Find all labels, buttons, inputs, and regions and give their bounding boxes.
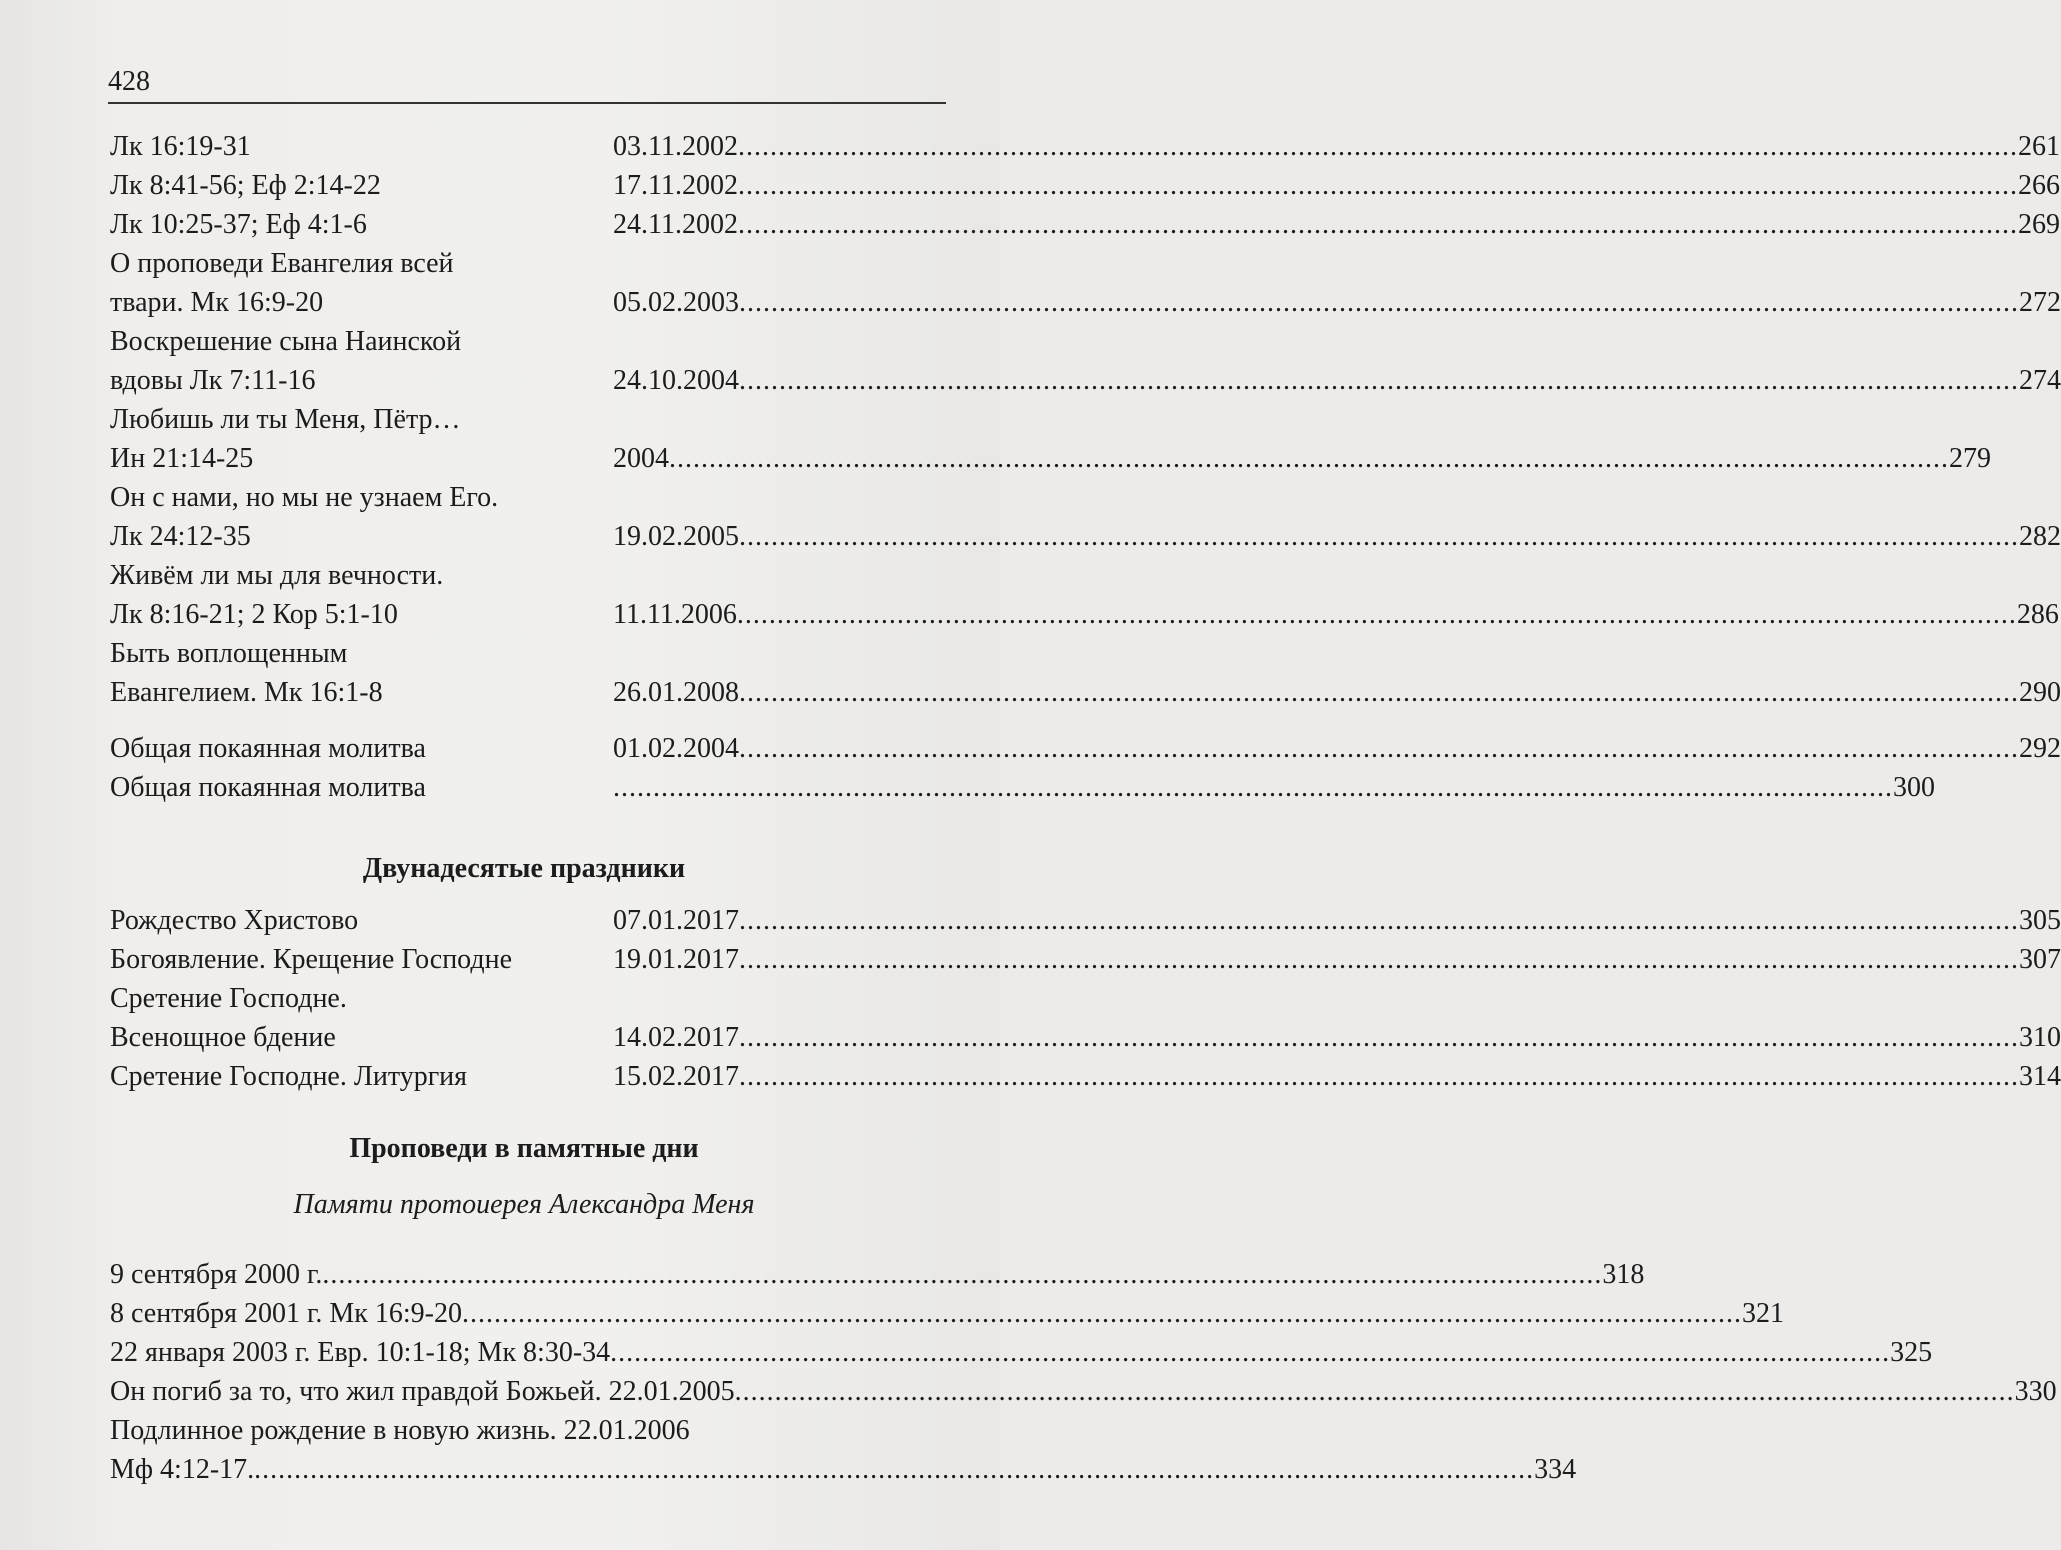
toc-line <box>110 440 1991 478</box>
dot-leader: ................................................................................................................................................................ <box>739 1061 2019 1092</box>
entry-title: Сретение Господне. <box>110 983 347 1014</box>
entry-page-number: 290 <box>2019 677 2061 708</box>
toc-line <box>110 245 938 283</box>
entry-date: 05.02.2003 <box>613 287 739 318</box>
entry-date: 17.11.2002 <box>613 170 738 201</box>
entry-row <box>110 1295 1784 1333</box>
entry-title: Сретение Господне. Литургия <box>110 1061 468 1092</box>
dot-leader: ................................................................................................................................................................ <box>610 1337 1891 1368</box>
dot-leader: ................................................................................................................................................................ <box>739 944 2019 975</box>
entry-title: Живём ли мы для вечности. <box>110 560 444 591</box>
section-heading-feasts: Двунадесятые праздники <box>362 853 686 884</box>
toc-line <box>110 1412 938 1450</box>
entry-page-number: 292 <box>2019 733 2061 764</box>
entry-title: твари. Мк 16:9-20 <box>110 287 324 318</box>
toc-line <box>110 362 2061 400</box>
entry-title: Всенощное бдение <box>110 1022 336 1053</box>
entry-title: Ин 21:14-25 <box>110 443 254 474</box>
toc-line <box>110 1019 2061 1057</box>
entry-title: 22 января 2003 г. Евр. 10:1-18; Мк 8:30-34 <box>110 1337 611 1368</box>
entry-title: Лк 10:25-37; Еф 4:1-6 <box>110 209 367 240</box>
dot-leader: ................................................................................................................................................................ <box>737 209 2018 240</box>
toc-line <box>110 323 938 361</box>
entry-date: 03.11.2002 <box>613 131 738 162</box>
entry-date-page <box>613 674 2061 712</box>
entry-page-number: 266 <box>2017 170 2060 201</box>
dot-leader: ................................................................................................................................................................ <box>739 677 2019 708</box>
dot-leader: ................................................................................................................................................................ <box>254 1454 1535 1485</box>
entry-date-page <box>613 440 1991 478</box>
entry-page-number: 325 <box>1890 1337 1933 1368</box>
entry-page-number: 286 <box>2016 599 2059 630</box>
dot-leader: ................................................................................................................................................................ <box>736 599 2017 630</box>
entry-page-number: 261 <box>2017 131 2060 162</box>
entry-page-number: 269 <box>2017 209 2060 240</box>
entry-title: Воскрешение сына Наинской <box>110 326 462 357</box>
toc-line <box>110 557 938 595</box>
dot-leader: ................................................................................................................................................................ <box>739 521 2019 552</box>
toc-line <box>110 1334 1933 1372</box>
entry-title: Лк 8:16-21; 2 Кор 5:1-10 <box>110 599 398 630</box>
entry-date-page <box>613 1019 2061 1057</box>
entry-date: 14.02.2017 <box>613 1022 739 1053</box>
entry-date-page <box>613 167 2060 205</box>
dot-leader: ................................................................................................................................................................ <box>739 905 2019 936</box>
entry-date-page <box>613 206 2060 244</box>
entry-page-number: 272 <box>2019 287 2061 318</box>
entry-title: Лк 16:19-31 <box>110 131 251 162</box>
entry-page-number: 310 <box>2019 1022 2061 1053</box>
dot-leader: ................................................................................................................................................................ <box>737 170 2018 201</box>
entry-page-number: 282 <box>2019 521 2061 552</box>
entry-date: 2004 <box>613 443 669 474</box>
toc-line <box>110 1373 2057 1411</box>
toc-line <box>110 1451 1577 1489</box>
entry-date: 11.11.2006 <box>613 599 737 630</box>
toc-line <box>110 941 2061 979</box>
dot-leader: ................................................................................................................................................................ <box>322 1259 1603 1290</box>
toc-line <box>110 769 1935 807</box>
entry-date-page <box>613 769 1935 807</box>
entry-title: 8 сентября 2001 г. Мк 16:9-20 <box>110 1298 462 1329</box>
entry-row <box>110 1451 1577 1489</box>
entry-date: 19.01.2017 <box>613 944 739 975</box>
toc-line <box>110 401 938 439</box>
entry-title: Евангелием. Мк 16:1-8 <box>110 677 383 708</box>
dot-leader: ................................................................................................................................................................ <box>734 1376 2015 1407</box>
entry-date: 15.02.2017 <box>613 1061 739 1092</box>
entry-title: Лк 8:41-56; Еф 2:14-22 <box>110 170 381 201</box>
entry-title: Быть воплощенным <box>110 638 348 669</box>
entry-title: Он с нами, но мы не узнаем Его. <box>110 482 499 513</box>
toc-line <box>110 1256 1645 1294</box>
entry-row <box>110 1334 1933 1372</box>
entry-date-page <box>613 1058 2061 1096</box>
entry-row <box>110 1256 1645 1294</box>
dot-leader: ................................................................................................................................................................ <box>613 772 1893 803</box>
entry-date: 24.10.2004 <box>613 365 739 396</box>
entry-page-number: 314 <box>2019 1061 2061 1092</box>
entry-title: Мф 4:12-17. <box>110 1454 255 1485</box>
entry-date-page <box>613 941 2061 979</box>
entry-date: 26.01.2008 <box>613 677 739 708</box>
toc-line <box>110 1295 1784 1333</box>
toc-line <box>110 284 2061 322</box>
dot-leader: ................................................................................................................................................................ <box>737 131 2018 162</box>
entry-date-page <box>613 284 2061 322</box>
toc-line <box>110 980 938 1018</box>
dot-leader: ................................................................................................................................................................ <box>739 287 2019 318</box>
entry-title: О проповеди Евангелия всей <box>110 248 454 279</box>
page-number: 428 <box>108 66 150 97</box>
toc-line <box>110 674 2061 712</box>
entry-date: 24.11.2002 <box>613 209 738 240</box>
entry-date-page <box>613 902 2061 940</box>
dot-leader: ................................................................................................................................................................ <box>739 1022 2019 1053</box>
entry-date-page <box>613 128 2060 166</box>
toc-line <box>110 128 2060 166</box>
toc-line <box>110 902 2061 940</box>
entry-page-number: 321 <box>1741 1298 1784 1329</box>
toc-line <box>110 479 938 517</box>
toc-line <box>110 730 2061 768</box>
dot-leader: ................................................................................................................................................................ <box>669 443 1949 474</box>
toc-line <box>110 1058 2061 1096</box>
entry-date: 01.02.2004 <box>613 733 739 764</box>
entry-date-page <box>613 518 2061 556</box>
entry-page-number: 334 <box>1534 1454 1577 1485</box>
toc-line <box>110 206 2060 244</box>
entry-title: вдовы Лк 7:11-16 <box>110 365 316 396</box>
section-heading-memorial: Проповеди в памятные дни <box>349 1133 699 1164</box>
dot-leader: ................................................................................................................................................................ <box>739 365 2019 396</box>
entry-page-number: 300 <box>1893 772 1935 803</box>
entry-page-number: 279 <box>1949 443 1991 474</box>
entry-page-number: 318 <box>1602 1259 1645 1290</box>
subsection-heading-men: Памяти протоиерея Александра Меня <box>293 1189 755 1220</box>
entry-row <box>110 1373 2057 1411</box>
entry-date: 07.01.2017 <box>613 905 739 936</box>
toc-line <box>110 518 2061 556</box>
entry-title: Рождество Христово <box>110 905 359 936</box>
dot-leader: ................................................................................................................................................................ <box>461 1298 1742 1329</box>
entry-title: Богоявление. Крещение Господне <box>110 944 513 975</box>
entry-date-page <box>613 596 2059 634</box>
entry-date: 19.02.2005 <box>613 521 739 552</box>
entry-title: Общая покаянная молитва <box>110 772 426 803</box>
entry-page-number: 305 <box>2019 905 2061 936</box>
entry-title: Он погиб за то, что жил правдой Божьей. 22.01.2005 <box>110 1376 735 1407</box>
entry-title: 9 сентября 2000 г. <box>110 1259 323 1290</box>
toc-line <box>110 596 2059 634</box>
entry-page-number: 330 <box>2014 1376 2057 1407</box>
toc-line <box>110 635 938 673</box>
running-header <box>108 58 946 104</box>
entry-title: Лк 24:12-35 <box>110 521 251 552</box>
entry-title: Подлинное рождение в новую жизнь. 22.01.2006 <box>110 1415 690 1446</box>
entry-title: Любишь ли ты Меня, Пётр… <box>110 404 461 435</box>
entry-date-page <box>613 362 2061 400</box>
entry-date-page <box>613 730 2061 768</box>
toc-line <box>110 167 2060 205</box>
entry-title: Общая покаянная молитва <box>110 733 426 764</box>
entry-page-number: 307 <box>2019 944 2061 975</box>
dot-leader: ................................................................................................................................................................ <box>739 733 2019 764</box>
entry-page-number: 274 <box>2019 365 2061 396</box>
